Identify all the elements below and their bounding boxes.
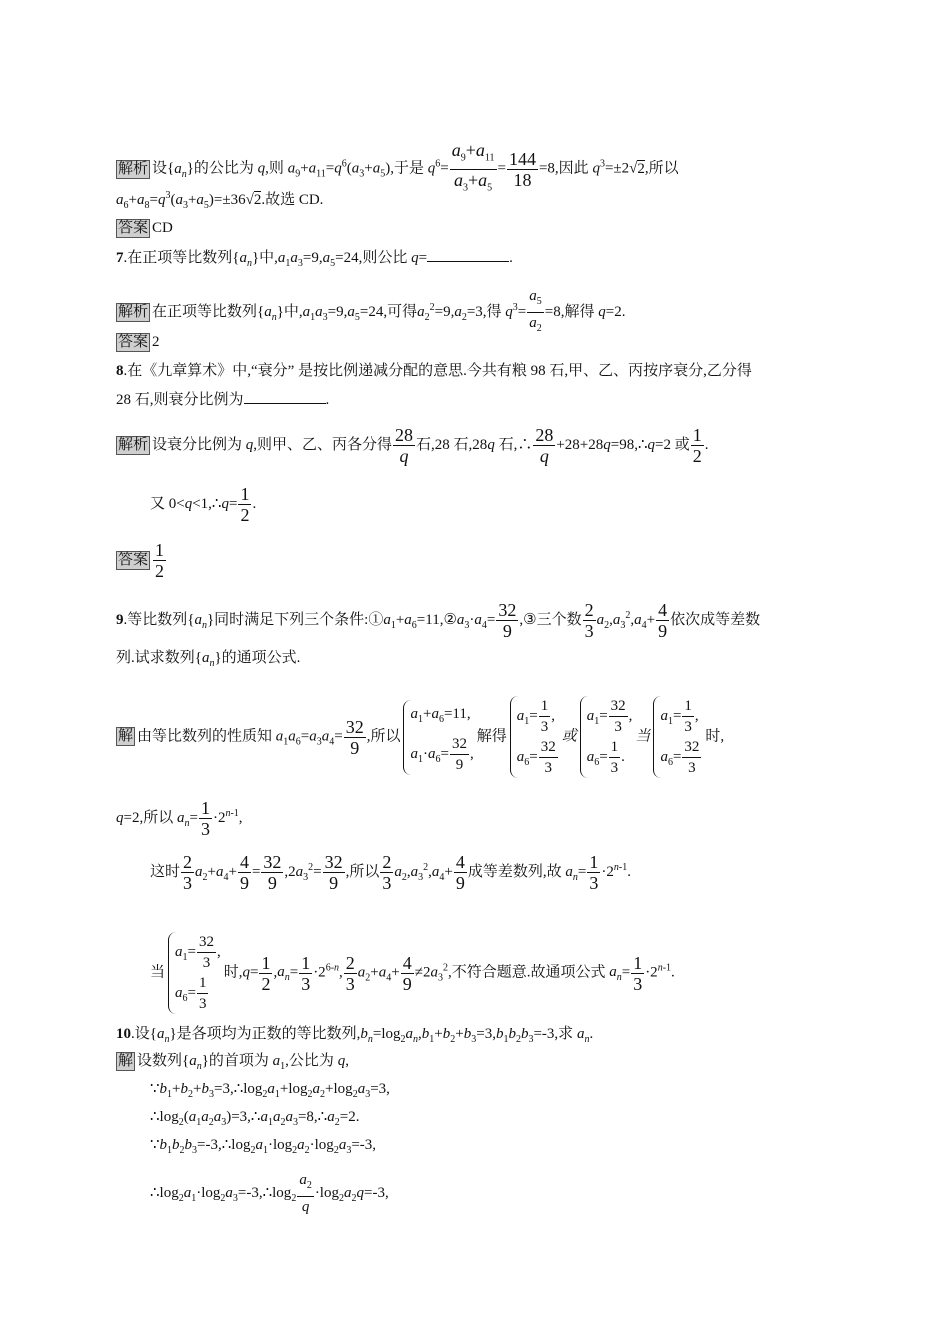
equation-system: $a_1+a_6=11$, $a_1\cdot a_6=$ $\frac{32}{9}$ , [403,700,473,775]
q9-solution-line3: 这时 $\frac{2}{3}$ $a_2+a_4+$ $\frac{4}{9}$ = $\frac{32}{9}$ $,2a_3^2=$ $\frac{32}{9}$ ,所以 $\frac{2}{3}$ $a_2,a_3^2,a_4+$ $\frac{4}{9}$ 成等差数列,故 $a_n=$ $\frac{1}{3}$ $\cdot 2^{n-1}$. [150,852,631,893]
q6-solution-line2: $a_6+a_8=q^3(a_3+a_5)=\pm 36√2$.故选 CD. [116,190,324,211]
fraction: $\frac{1}{3}$ [684,698,692,735]
fraction: $\frac{1}{3}$ [589,852,599,893]
fraction: $\frac{4}{9}$ [658,600,668,641]
fraction: $\frac{32}{3}$ [540,739,556,776]
fraction: $\frac{144}{18}$ [508,148,536,190]
fraction: $\frac{32}{9}$ [263,852,282,893]
equation-system: $a_1=$ $\frac{32}{3}$ , $a_6=$ $\frac{1}{3}$ [168,932,221,1014]
daan-tag: 答案 [118,220,149,236]
jiexi-tag: 解析 [118,436,149,453]
fraction: $\frac{a_5}{a_2}$ [529,288,542,334]
q8-solution-line2: 又 0<q<1,∴q= $\frac{1}{2}$ . [150,484,257,525]
q10-solution-line1: 解 设数列$\{a_n\}$的首项为 $a_1$,公比为 q, [118,1053,349,1072]
fraction: $\frac{a_2}{q}$ [299,1172,312,1215]
fraction: $\frac{2}{3}$ [382,852,392,893]
fraction: $\frac{1}{3}$ [633,952,643,994]
q8-stem-line1: 8.在《九章算术》中,“衰分” 是按比例递减分配的意思.今共有粮 98 石,甲、乙、丙按序衰分,乙分得 [116,363,752,379]
fraction: $\frac{1}{3}$ [198,975,207,1012]
q7-stem: 7.在正项等比数列$\{a_n\}$中$,a_1a_3=9,a_5=24$,则公比 q= . [116,247,840,274]
jiexi-tag: 解析 [118,160,149,177]
fraction: $\frac{32}{3}$ [610,698,626,735]
fraction: $\frac{1}{2}$ [261,952,271,994]
jie-tag: 解 [118,1053,134,1069]
q8-solution-line1: 解析 设衰分比例为 q,则甲、乙、丙各分得 $\frac{28}{q}$ 石,28 石,28q 石,∴ $\frac{28}{q}$ +28+28q=98,∴q=2 或 $\frac{1}{2}$ . [118,425,709,466]
fraction: $\frac{1}{3}$ [540,698,549,735]
q10-stem: 10.设$\{a_n\}$是各项均为正数的等比数列$,b_n=\log_2a_n,b_1+b_2+b_3=3,b_1b_2b_3=-3$,求 $a_n$. [116,1026,594,1045]
fraction: $\frac{4}{9}$ [402,952,412,994]
q8-stem-line2: 28 石,则衰分比例为 . [116,389,840,410]
fraction: $\frac{1}{2}$ [155,540,165,581]
q10-solution-line5: $\therefore\log_2a_1\cdot\log_2a_3=-3,\therefore\log_2$ $\frac{a_2}{q}$ $\cdot\log_2a_2q=-3$, [150,1172,389,1215]
q7-answer: 答案 2 [118,334,160,350]
fraction: $\frac{1}{2}$ [692,425,702,466]
q8-answer [116,540,840,581]
q10-solution-line4: $\because b_1b_2b_3=-3,\therefore\log_2a_1\cdot\log_2a_2\cdot\log_2a_3=-3$, [150,1137,377,1156]
fraction: $\frac{32}{3}$ [684,739,700,776]
fraction: $\frac{28}{q}$ [395,425,414,466]
fraction: $\frac{1}{3}$ [610,739,619,776]
fraction: $\frac{1}{3}$ [301,952,311,994]
jie-tag: 解 [118,728,134,745]
fraction: $\frac{2}{3}$ [584,600,594,641]
daan-tag: 答案 [118,334,149,350]
jiexi-tag: 解析 [118,303,149,320]
equation-system: $a_1=$ $\frac{1}{3}$ , $a_6=$ $\frac{32}{3}$ [510,696,559,778]
fraction: $\frac{2}{3}$ [183,852,193,893]
q9-solution-line4: 当 $a_1=$ $\frac{32}{3}$ , $a_6=$ $\frac{1}{3}$ 时,q= $\frac{1}{2}$ $,a_n=$ $\frac{1}{3}$ $\cdot 2^{6-n}$, $\frac{2}{3}$ $a_2+a_4+$ $\frac{4}{9}$ $\ne 2a_3^2$,不符合题意.故通项公式 $a_n=$ $\frac{1}{3}$ $\cdot 2^{n-1}$. [150,934,675,1012]
q9-stem-line2: 列.试求数列$\{a_n\}$的通项公式. [116,650,301,669]
fraction: $\frac{32}{9}$ [345,716,364,758]
daan-tag: 答案 [118,551,149,568]
q10-solution-line2: $\because b_1+b_2+b_3=3,\therefore\log_2a_1+\log_2a_2+\log_2a_3=3$, [150,1081,390,1100]
fraction: $\frac{32}{3}$ [198,934,214,971]
equation-system: $a_1=$ $\frac{1}{3}$ , $a_6=$ $\frac{32}{3}$ [653,696,702,778]
fraction: $\frac{2}{3}$ [345,952,355,994]
equation-system: $a_1=$ $\frac{32}{3}$ , $a_6=$ $\frac{1}{3}$ . [580,696,633,778]
fraction: $\frac{32}{9}$ [324,852,343,893]
q9-solution-line2: q=2,所以 $a_n=$ $\frac{1}{3}$ $\cdot 2^{n-1}$, [116,798,243,839]
q6-answer: 答案 CD [118,220,173,236]
q9-solution-line1: 解 由等比数列的性质知 $a_1a_6=a_3a_4=$ $\frac{32}{9}$ ,所以 $a_1+a_6=11$, $a_1\cdot a_6=$ $\frac{32}{9}$ , 解得 $a_1=$ $\frac{1}{3}$ , $a_6=$ $\frac{32}{3}$ 或 $a_1=$ $\frac{32}{3}$ , $a_6=$ $\frac{1}{3}$ . 当 $a_1=$ $\frac{1}{3}$ , $a_6=$ $\frac{32}{3}$ 时, [118,698,725,776]
fraction: $\frac{28}{q}$ [535,425,554,466]
q9-stem-line1: 9.等比数列$\{a_n\}$同时满足下列三个条件$:①a_1+a_6=11,②a_3\cdot a_4=$ $\frac{32}{9}$ ,③三个数 $\frac{2}{3}$ $a_2,a_3^2,a_4+$ $\frac{4}{9}$ 依次成等差数 [116,600,761,641]
fraction: $\frac{4}{9}$ [455,852,465,893]
fraction: $\frac{1}{2}$ [240,484,250,525]
fraction: $\frac{a_9+a_{11}}{a_3+a_5}$ [451,140,495,194]
q6-solution-line1: 解析 设$\{a_n\}$的公比为 q,则 $a_9+a_{11}=q^6(a_3+a_5)$,于是 $q^6=$ $\frac{a_9+a_{11}}{a_3+a_5}$ = $\frac{144}{18}$ =8,因此 $q^3=\pm 2√2$,所以 [116,140,840,198]
fraction: $\frac{4}{9}$ [239,852,249,893]
fraction: $\frac{32}{9}$ [498,600,517,641]
q10-solution-line3: $\therefore\log_2(a_1a_2a_3)=3,\therefore a_1a_2a_3=8,\therefore a_2=2$. [150,1109,360,1128]
q7-solution: 解析 在正项等比数列$\{a_n\}$中$,a_1a_3=9,a_5=24$,可得$a_2^2=9,a_2=3$,得 $q^3=$ $\frac{a_5}{a_2}$ =8,解得 q=2. [116,286,840,339]
fraction: $\frac{32}{9}$ [451,735,467,773]
fraction: $\frac{1}{3}$ [200,798,210,839]
